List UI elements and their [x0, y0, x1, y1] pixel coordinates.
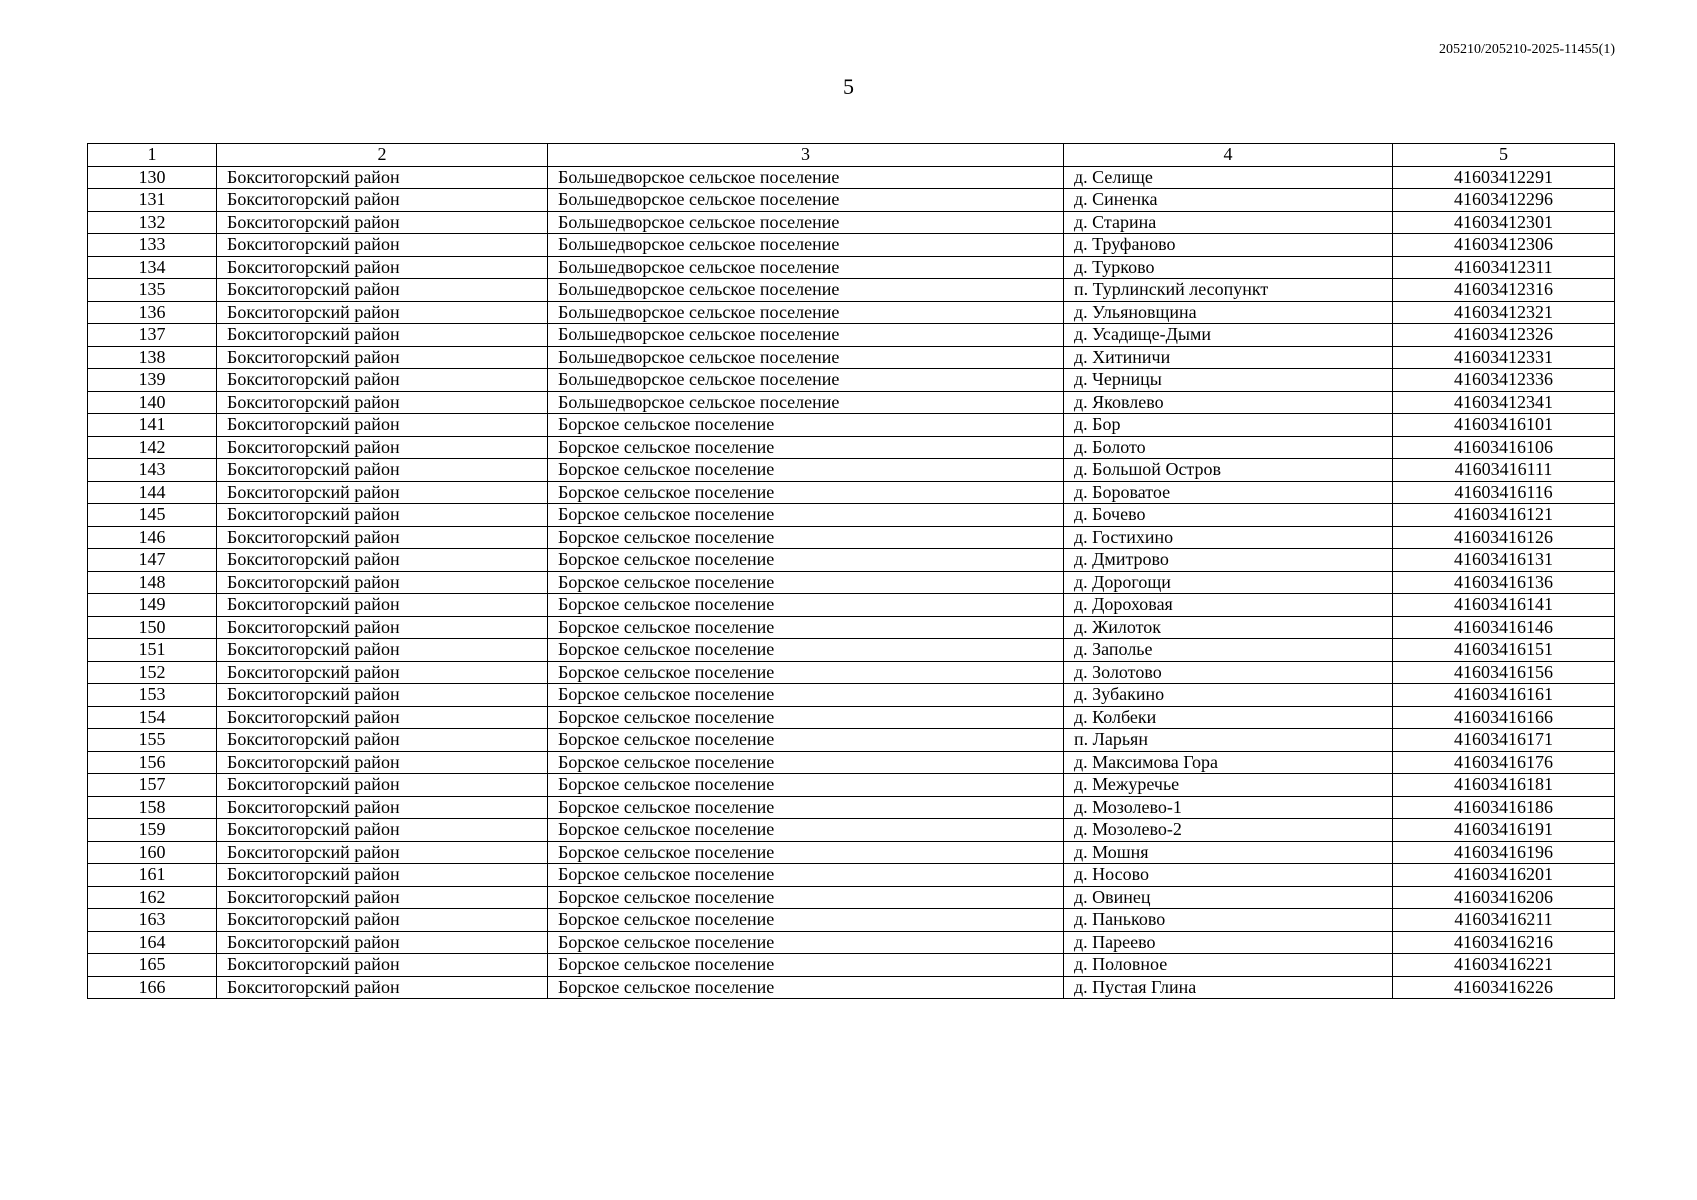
- locality-cell: д. Паньково: [1064, 909, 1393, 932]
- district-cell: Бокситогорский район: [217, 211, 548, 234]
- settlement-cell: Борское сельское поселение: [548, 594, 1064, 617]
- table-row: [88, 909, 1615, 932]
- table-row: [88, 751, 1615, 774]
- oktmo-code-cell: 41603416226: [1393, 976, 1615, 999]
- oktmo-code-cell: 41603416196: [1393, 841, 1615, 864]
- settlement-cell: Борское сельское поселение: [548, 751, 1064, 774]
- page-number: 5: [843, 74, 854, 99]
- district-cell: Бокситогорский район: [217, 931, 548, 954]
- oktmo-code-cell: 41603412296: [1393, 189, 1615, 212]
- oktmo-code-cell: 41603416126: [1393, 526, 1615, 549]
- settlement-cell: Большедворское сельское поселение: [548, 279, 1064, 302]
- settlement-cell: Большедворское сельское поселение: [548, 256, 1064, 279]
- column-header-3: 3: [548, 144, 1064, 167]
- table-row: [88, 684, 1615, 707]
- settlements-table: [87, 143, 1615, 999]
- locality-cell: д. Мозолево-2: [1064, 819, 1393, 842]
- locality-cell: д. Половное: [1064, 954, 1393, 977]
- settlement-cell: Большедворское сельское поселение: [548, 166, 1064, 189]
- row-number-cell: 149: [88, 594, 217, 617]
- district-cell: Бокситогорский район: [217, 549, 548, 572]
- district-cell: Бокситогорский район: [217, 369, 548, 392]
- oktmo-code-cell: 41603416101: [1393, 414, 1615, 437]
- table-row: [88, 211, 1615, 234]
- locality-cell: д. Бороватое: [1064, 481, 1393, 504]
- oktmo-code-cell: 41603416136: [1393, 571, 1615, 594]
- district-cell: Бокситогорский район: [217, 819, 548, 842]
- table-body: [88, 166, 1615, 999]
- locality-cell: д. Синенка: [1064, 189, 1393, 212]
- table-row: [88, 931, 1615, 954]
- row-number-cell: 151: [88, 639, 217, 662]
- oktmo-code-cell: 41603416211: [1393, 909, 1615, 932]
- column-header-4: 4: [1064, 144, 1393, 167]
- row-number-cell: 166: [88, 976, 217, 999]
- settlement-cell: Борское сельское поселение: [548, 706, 1064, 729]
- locality-cell: д. Болото: [1064, 436, 1393, 459]
- settlement-cell: Борское сельское поселение: [548, 436, 1064, 459]
- settlement-cell: Борское сельское поселение: [548, 526, 1064, 549]
- row-number-cell: 163: [88, 909, 217, 932]
- locality-cell: д. Труфаново: [1064, 234, 1393, 257]
- locality-cell: д. Черницы: [1064, 369, 1393, 392]
- row-number-cell: 148: [88, 571, 217, 594]
- settlement-cell: Борское сельское поселение: [548, 886, 1064, 909]
- oktmo-code-cell: 41603416176: [1393, 751, 1615, 774]
- table-row: [88, 796, 1615, 819]
- table-row: [88, 819, 1615, 842]
- district-cell: Бокситогорский район: [217, 594, 548, 617]
- row-number-cell: 160: [88, 841, 217, 864]
- locality-cell: д. Большой Остров: [1064, 459, 1393, 482]
- row-number-cell: 147: [88, 549, 217, 572]
- oktmo-code-cell: 41603416186: [1393, 796, 1615, 819]
- locality-cell: д. Старина: [1064, 211, 1393, 234]
- column-header-1: 1: [88, 144, 217, 167]
- district-cell: Бокситогорский район: [217, 324, 548, 347]
- oktmo-code-cell: 41603416116: [1393, 481, 1615, 504]
- table-row: [88, 886, 1615, 909]
- table-row: [88, 369, 1615, 392]
- oktmo-code-cell: 41603412326: [1393, 324, 1615, 347]
- district-cell: Бокситогорский район: [217, 481, 548, 504]
- oktmo-code-cell: 41603412306: [1393, 234, 1615, 257]
- settlement-cell: Большедворское сельское поселение: [548, 346, 1064, 369]
- table-row: [88, 954, 1615, 977]
- settlement-cell: Борское сельское поселение: [548, 414, 1064, 437]
- row-number-cell: 158: [88, 796, 217, 819]
- oktmo-code-cell: 41603416206: [1393, 886, 1615, 909]
- table-row: [88, 774, 1615, 797]
- oktmo-code-cell: 41603416221: [1393, 954, 1615, 977]
- district-cell: Бокситогорский район: [217, 729, 548, 752]
- locality-cell: д. Хитиничи: [1064, 346, 1393, 369]
- table-row: [88, 189, 1615, 212]
- column-header-2: 2: [217, 144, 548, 167]
- oktmo-code-cell: 41603416171: [1393, 729, 1615, 752]
- locality-cell: д. Пареево: [1064, 931, 1393, 954]
- row-number-cell: 142: [88, 436, 217, 459]
- table-row: [88, 256, 1615, 279]
- row-number-cell: 165: [88, 954, 217, 977]
- table-row: [88, 526, 1615, 549]
- settlement-cell: Борское сельское поселение: [548, 729, 1064, 752]
- table-row: [88, 706, 1615, 729]
- oktmo-code-cell: 41603412336: [1393, 369, 1615, 392]
- district-cell: Бокситогорский район: [217, 909, 548, 932]
- table-row: [88, 301, 1615, 324]
- locality-cell: д. Пустая Глина: [1064, 976, 1393, 999]
- table-row: [88, 594, 1615, 617]
- oktmo-code-cell: 41603412341: [1393, 391, 1615, 414]
- district-cell: Бокситогорский район: [217, 616, 548, 639]
- oktmo-code-cell: 41603416141: [1393, 594, 1615, 617]
- locality-cell: д. Заполье: [1064, 639, 1393, 662]
- locality-cell: д. Бор: [1064, 414, 1393, 437]
- district-cell: Бокситогорский район: [217, 571, 548, 594]
- oktmo-code-cell: 41603412316: [1393, 279, 1615, 302]
- locality-cell: д. Дороховая: [1064, 594, 1393, 617]
- district-cell: Бокситогорский район: [217, 751, 548, 774]
- oktmo-code-cell: 41603416146: [1393, 616, 1615, 639]
- row-number-cell: 137: [88, 324, 217, 347]
- district-cell: Бокситогорский район: [217, 504, 548, 527]
- oktmo-code-cell: 41603416121: [1393, 504, 1615, 527]
- locality-cell: д. Селище: [1064, 166, 1393, 189]
- row-number-cell: 144: [88, 481, 217, 504]
- district-cell: Бокситогорский район: [217, 414, 548, 437]
- table-row: [88, 841, 1615, 864]
- oktmo-code-cell: 41603416131: [1393, 549, 1615, 572]
- oktmo-code-cell: 41603416156: [1393, 661, 1615, 684]
- district-cell: Бокситогорский район: [217, 301, 548, 324]
- table-row: [88, 414, 1615, 437]
- settlement-cell: Большедворское сельское поселение: [548, 189, 1064, 212]
- locality-cell: д. Зубакино: [1064, 684, 1393, 707]
- row-number-cell: 140: [88, 391, 217, 414]
- oktmo-code-cell: 41603416161: [1393, 684, 1615, 707]
- district-cell: Бокситогорский район: [217, 954, 548, 977]
- table-row: [88, 616, 1615, 639]
- district-cell: Бокситогорский район: [217, 189, 548, 212]
- settlement-cell: Большедворское сельское поселение: [548, 391, 1064, 414]
- table-row: [88, 864, 1615, 887]
- locality-cell: д. Овинец: [1064, 886, 1393, 909]
- locality-cell: д. Носово: [1064, 864, 1393, 887]
- locality-cell: д. Гостихино: [1064, 526, 1393, 549]
- row-number-cell: 141: [88, 414, 217, 437]
- row-number-cell: 154: [88, 706, 217, 729]
- row-number-cell: 150: [88, 616, 217, 639]
- settlement-cell: Борское сельское поселение: [548, 841, 1064, 864]
- table-row: [88, 166, 1615, 189]
- row-number-cell: 146: [88, 526, 217, 549]
- district-cell: Бокситогорский район: [217, 684, 548, 707]
- table-row: [88, 279, 1615, 302]
- table-row: [88, 639, 1615, 662]
- settlement-cell: Борское сельское поселение: [548, 774, 1064, 797]
- oktmo-code-cell: 41603416166: [1393, 706, 1615, 729]
- settlement-cell: Борское сельское поселение: [548, 616, 1064, 639]
- row-number-cell: 164: [88, 931, 217, 954]
- table-row: [88, 481, 1615, 504]
- settlement-cell: Борское сельское поселение: [548, 864, 1064, 887]
- oktmo-code-cell: 41603412311: [1393, 256, 1615, 279]
- locality-cell: д. Дмитрово: [1064, 549, 1393, 572]
- settlement-cell: Борское сельское поселение: [548, 931, 1064, 954]
- district-cell: Бокситогорский район: [217, 841, 548, 864]
- settlement-cell: Большедворское сельское поселение: [548, 324, 1064, 347]
- settlement-cell: Большедворское сельское поселение: [548, 211, 1064, 234]
- district-cell: Бокситогорский район: [217, 256, 548, 279]
- district-cell: Бокситогорский район: [217, 166, 548, 189]
- district-cell: Бокситогорский район: [217, 279, 548, 302]
- oktmo-code-cell: 41603416201: [1393, 864, 1615, 887]
- locality-cell: п. Ларьян: [1064, 729, 1393, 752]
- settlement-cell: Борское сельское поселение: [548, 459, 1064, 482]
- district-cell: Бокситогорский район: [217, 976, 548, 999]
- row-number-cell: 138: [88, 346, 217, 369]
- locality-cell: д. Жилоток: [1064, 616, 1393, 639]
- district-cell: Бокситогорский район: [217, 459, 548, 482]
- locality-cell: д. Бочево: [1064, 504, 1393, 527]
- oktmo-code-cell: 41603416216: [1393, 931, 1615, 954]
- locality-cell: д. Ульяновщина: [1064, 301, 1393, 324]
- settlement-cell: Борское сельское поселение: [548, 639, 1064, 662]
- oktmo-code-cell: 41603412301: [1393, 211, 1615, 234]
- row-number-cell: 155: [88, 729, 217, 752]
- row-number-cell: 156: [88, 751, 217, 774]
- row-number-cell: 152: [88, 661, 217, 684]
- locality-cell: д. Яковлево: [1064, 391, 1393, 414]
- oktmo-code-cell: 41603416111: [1393, 459, 1615, 482]
- district-cell: Бокситогорский район: [217, 796, 548, 819]
- locality-cell: д. Дорогощи: [1064, 571, 1393, 594]
- locality-cell: д. Золотово: [1064, 661, 1393, 684]
- table-row: [88, 504, 1615, 527]
- settlement-cell: Борское сельское поселение: [548, 954, 1064, 977]
- oktmo-code-cell: 41603412321: [1393, 301, 1615, 324]
- table-row: [88, 346, 1615, 369]
- document-id: 205210/205210-2025-11455(1): [1438, 42, 1615, 57]
- district-cell: Бокситогорский район: [217, 661, 548, 684]
- locality-cell: д. Мошня: [1064, 841, 1393, 864]
- table-row: [88, 729, 1615, 752]
- district-cell: Бокситогорский район: [217, 234, 548, 257]
- row-number-cell: 157: [88, 774, 217, 797]
- settlement-cell: Большедворское сельское поселение: [548, 369, 1064, 392]
- locality-cell: д. Колбеки: [1064, 706, 1393, 729]
- column-header-5: 5: [1393, 144, 1615, 167]
- table-row: [88, 436, 1615, 459]
- oktmo-code-cell: 41603412331: [1393, 346, 1615, 369]
- locality-cell: д. Максимова Гора: [1064, 751, 1393, 774]
- district-cell: Бокситогорский район: [217, 886, 548, 909]
- row-number-cell: 135: [88, 279, 217, 302]
- table-row: [88, 571, 1615, 594]
- row-number-cell: 143: [88, 459, 217, 482]
- row-number-cell: 161: [88, 864, 217, 887]
- oktmo-code-cell: 41603416181: [1393, 774, 1615, 797]
- row-number-cell: 162: [88, 886, 217, 909]
- table-row: [88, 324, 1615, 347]
- district-cell: Бокситогорский район: [217, 526, 548, 549]
- row-number-cell: 132: [88, 211, 217, 234]
- settlement-cell: Борское сельское поселение: [548, 684, 1064, 707]
- table-row: [88, 549, 1615, 572]
- settlement-cell: Большедворское сельское поселение: [548, 301, 1064, 324]
- settlement-cell: Борское сельское поселение: [548, 796, 1064, 819]
- settlement-cell: Борское сельское поселение: [548, 504, 1064, 527]
- row-number-cell: 134: [88, 256, 217, 279]
- district-cell: Бокситогорский район: [217, 391, 548, 414]
- district-cell: Бокситогорский район: [217, 774, 548, 797]
- row-number-cell: 136: [88, 301, 217, 324]
- district-cell: Бокситогорский район: [217, 346, 548, 369]
- table-row: [88, 234, 1615, 257]
- locality-cell: д. Мозолево-1: [1064, 796, 1393, 819]
- table-row: [88, 459, 1615, 482]
- settlement-cell: Борское сельское поселение: [548, 549, 1064, 572]
- table-row: [88, 661, 1615, 684]
- locality-cell: п. Турлинский лесопункт: [1064, 279, 1393, 302]
- district-cell: Бокситогорский район: [217, 436, 548, 459]
- district-cell: Бокситогорский район: [217, 706, 548, 729]
- oktmo-code-cell: 41603416106: [1393, 436, 1615, 459]
- locality-cell: д. Усадище-Дыми: [1064, 324, 1393, 347]
- table-row: [88, 976, 1615, 999]
- locality-cell: д. Турково: [1064, 256, 1393, 279]
- row-number-cell: 130: [88, 166, 217, 189]
- row-number-cell: 133: [88, 234, 217, 257]
- oktmo-code-cell: 41603412291: [1393, 166, 1615, 189]
- district-cell: Бокситогорский район: [217, 639, 548, 662]
- settlement-cell: Борское сельское поселение: [548, 819, 1064, 842]
- oktmo-code-cell: 41603416191: [1393, 819, 1615, 842]
- locality-cell: д. Межуречье: [1064, 774, 1393, 797]
- table-row: [88, 391, 1615, 414]
- table-header-row: [88, 144, 1615, 167]
- row-number-cell: 159: [88, 819, 217, 842]
- settlement-cell: Борское сельское поселение: [548, 571, 1064, 594]
- settlement-cell: Борское сельское поселение: [548, 481, 1064, 504]
- row-number-cell: 139: [88, 369, 217, 392]
- settlement-cell: Борское сельское поселение: [548, 661, 1064, 684]
- row-number-cell: 153: [88, 684, 217, 707]
- row-number-cell: 145: [88, 504, 217, 527]
- settlement-cell: Борское сельское поселение: [548, 976, 1064, 999]
- oktmo-code-cell: 41603416151: [1393, 639, 1615, 662]
- row-number-cell: 131: [88, 189, 217, 212]
- district-cell: Бокситогорский район: [217, 864, 548, 887]
- settlement-cell: Большедворское сельское поселение: [548, 234, 1064, 257]
- settlement-cell: Борское сельское поселение: [548, 909, 1064, 932]
